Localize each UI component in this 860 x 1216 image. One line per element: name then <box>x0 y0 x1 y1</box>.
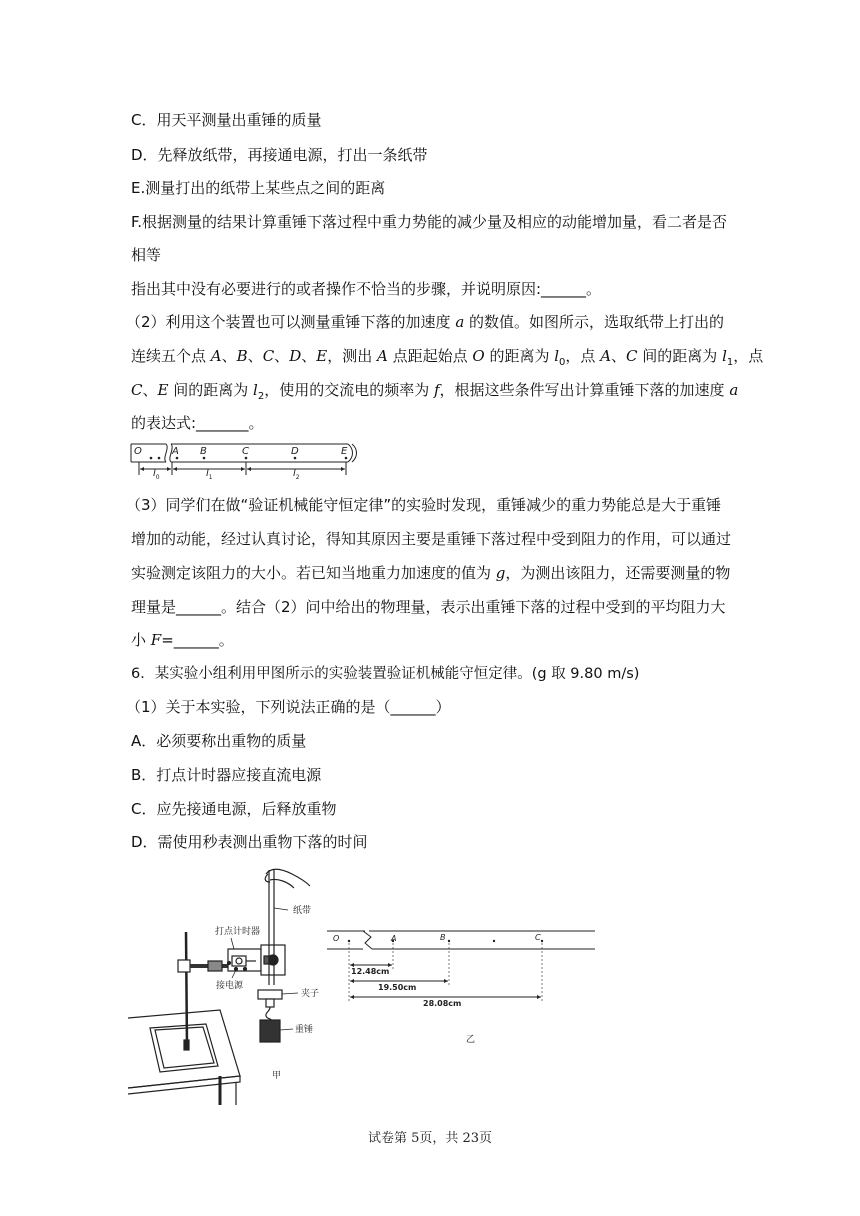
q6-option-d: D．需使用秒表测出重物下落的时间 <box>131 833 368 851</box>
dist-19-50: 19.50cm <box>378 983 417 992</box>
tape2-label-b: B <box>440 933 446 942</box>
tape-dot <box>245 457 248 460</box>
var-f: f <box>433 381 440 399</box>
paper-tape-figure <box>128 441 360 485</box>
var-O: O <box>472 347 485 365</box>
var-l: l <box>722 347 727 365</box>
q6-title: 6．某实验小组利用甲图所示的实验装置验证机械能守恒定律。(g 取 9.80 m/s) <box>131 666 640 682</box>
sep: 、 <box>221 347 237 365</box>
tape-label-e: E <box>341 446 348 457</box>
option-f-line-1: F.根据测量的结果计算重锤下落过程中重力势能的减少量及相应的动能增加量，看二者是否 <box>131 213 727 231</box>
q3-line-5 <box>131 630 234 650</box>
var-B: B <box>236 347 248 365</box>
q3-line-3 <box>131 563 730 583</box>
apparatus-figure <box>128 860 328 1105</box>
var-D: D <box>289 347 302 365</box>
tape-dot <box>203 457 206 460</box>
var-A: A <box>210 347 222 365</box>
q2-text: 的数值。如图所示，选取纸带上打出的 <box>464 313 725 331</box>
tape-dot <box>345 457 348 460</box>
sep: 、 <box>274 347 290 365</box>
sub-2: 2 <box>257 391 265 402</box>
tape-dot <box>448 940 450 942</box>
q2-line-3 <box>131 380 738 403</box>
var-C: C <box>626 347 638 365</box>
option-c-line: C．用天平测量出重锤的质量 <box>131 111 322 129</box>
q6-sub1: （1）关于本实验，下列说法正确的是（______） <box>126 698 451 716</box>
q3-text: 实验测定该阻力的大小。若已知当地重力加速度的值为 <box>131 564 496 582</box>
q3-line-4: 理量是______。结合（2）问中给出的物理量，表示出重锤下落的过程中受到的平均阻力大 <box>131 598 726 616</box>
q6-option-c: C．应先接通电源，后释放重物 <box>131 800 337 818</box>
q3-line-2: 增加的动能，经过认真讨论，得知其原因主要是重锤下落过程中受到阻力的作用，可以通过 <box>131 530 732 548</box>
q2-text: 连续五个点 <box>131 347 211 365</box>
q2-text: ，点 <box>733 347 764 365</box>
label-timer: 打点计时器 <box>215 927 261 937</box>
tape-dot <box>176 457 179 460</box>
label-weight: 重锤 <box>295 1025 314 1035</box>
label-clip: 夹子 <box>301 989 320 999</box>
q2-text: 间的距离为 <box>168 381 253 399</box>
q3-text: =______。 <box>161 631 234 649</box>
tape-label-l1: $l_1$ <box>206 468 213 481</box>
q3-text: ，为测出该阻力，还需要测量的物 <box>505 564 731 582</box>
tape-dot <box>348 940 350 942</box>
tape-dot <box>294 457 297 460</box>
tape-label-d: D <box>291 446 299 457</box>
tape-label-l2: $l_2$ <box>293 468 300 481</box>
label-tape: 纸带 <box>293 906 312 916</box>
var-A: A <box>600 347 612 365</box>
dist-12-48: 12.48cm <box>351 967 390 976</box>
caption-yi: 乙 <box>466 1035 476 1045</box>
var-a: a <box>455 313 465 331</box>
q6-option-b: B．打点计时器应接直流电源 <box>131 766 322 784</box>
dist-28-08: 28.08cm <box>423 999 462 1008</box>
q3-line-1: （3）同学们在做“验证机械能守恒定律”的实验时发现，重锤减少的重力势能总是大于重锤 <box>126 496 722 514</box>
page-footer: 试卷第 5页，共 23页 <box>367 1131 493 1146</box>
q2-text: ，使用的交流电的频率为 <box>264 381 434 399</box>
point-out-question: 指出其中没有必要进行的或者操作不恰当的步骤，并说明原因:______。 <box>131 280 602 298</box>
q2-text: 的距离为 <box>484 347 555 365</box>
q2-text: 间的距离为 <box>637 347 723 365</box>
q6-option-a: A．必须要称出重物的质量 <box>131 732 307 750</box>
tape-label-b: B <box>200 446 207 457</box>
tape-dot <box>493 940 495 942</box>
q2-line-4: 的表达式:_______。 <box>131 414 264 432</box>
var-F: F <box>150 631 162 649</box>
tape2-label-o: O <box>333 934 340 943</box>
q2-line-2 <box>131 346 763 369</box>
tape-dot <box>150 457 153 460</box>
q2-text: ，点 <box>565 347 601 365</box>
var-C: C <box>131 381 143 399</box>
q2-text: ，测出 <box>327 347 377 365</box>
tape-dot <box>158 457 161 460</box>
tape-label-o: O <box>134 446 142 457</box>
q2-text: （2）利用这个装置也可以测量重锤下落的加速度 <box>126 313 456 331</box>
var-A: A <box>376 347 388 365</box>
tape-dot <box>541 940 543 942</box>
tape-label-c: C <box>242 446 249 457</box>
sep: 、 <box>611 347 627 365</box>
sub-1: 1 <box>726 357 734 368</box>
caption-jia: 甲 <box>272 1071 282 1081</box>
var-g: g <box>495 564 506 582</box>
tape2-label-a: A <box>391 934 397 943</box>
label-power: 接电源 <box>216 981 244 991</box>
var-l: l <box>554 347 560 365</box>
tape-label-a: A <box>172 446 179 457</box>
option-e-line: E.测量打出的纸带上某些点之间的距离 <box>131 179 386 197</box>
sub-0: 0 <box>559 357 566 368</box>
tape2-label-c: C <box>535 933 541 942</box>
tape-label-l0: $l_0$ <box>153 468 160 481</box>
q2-line-1 <box>126 312 724 332</box>
var-E: E <box>157 381 169 399</box>
measured-tape-figure <box>325 925 600 1047</box>
option-f-line-2: 相等 <box>131 246 162 264</box>
sep: 、 <box>301 347 317 365</box>
option-d-line: D．先释放纸带，再接通电源，打出一条纸带 <box>131 146 428 164</box>
var-E: E <box>316 347 328 365</box>
sep: 、 <box>247 347 263 365</box>
q2-text: 点距起始点 <box>387 347 473 365</box>
sep: 、 <box>142 381 158 399</box>
var-l: l <box>253 381 258 399</box>
q3-text: 小 <box>131 631 151 649</box>
q2-text: ，根据这些条件写出计算重锤下落的加速度 <box>439 381 730 399</box>
var-a: a <box>729 381 739 399</box>
var-C: C <box>262 347 275 365</box>
